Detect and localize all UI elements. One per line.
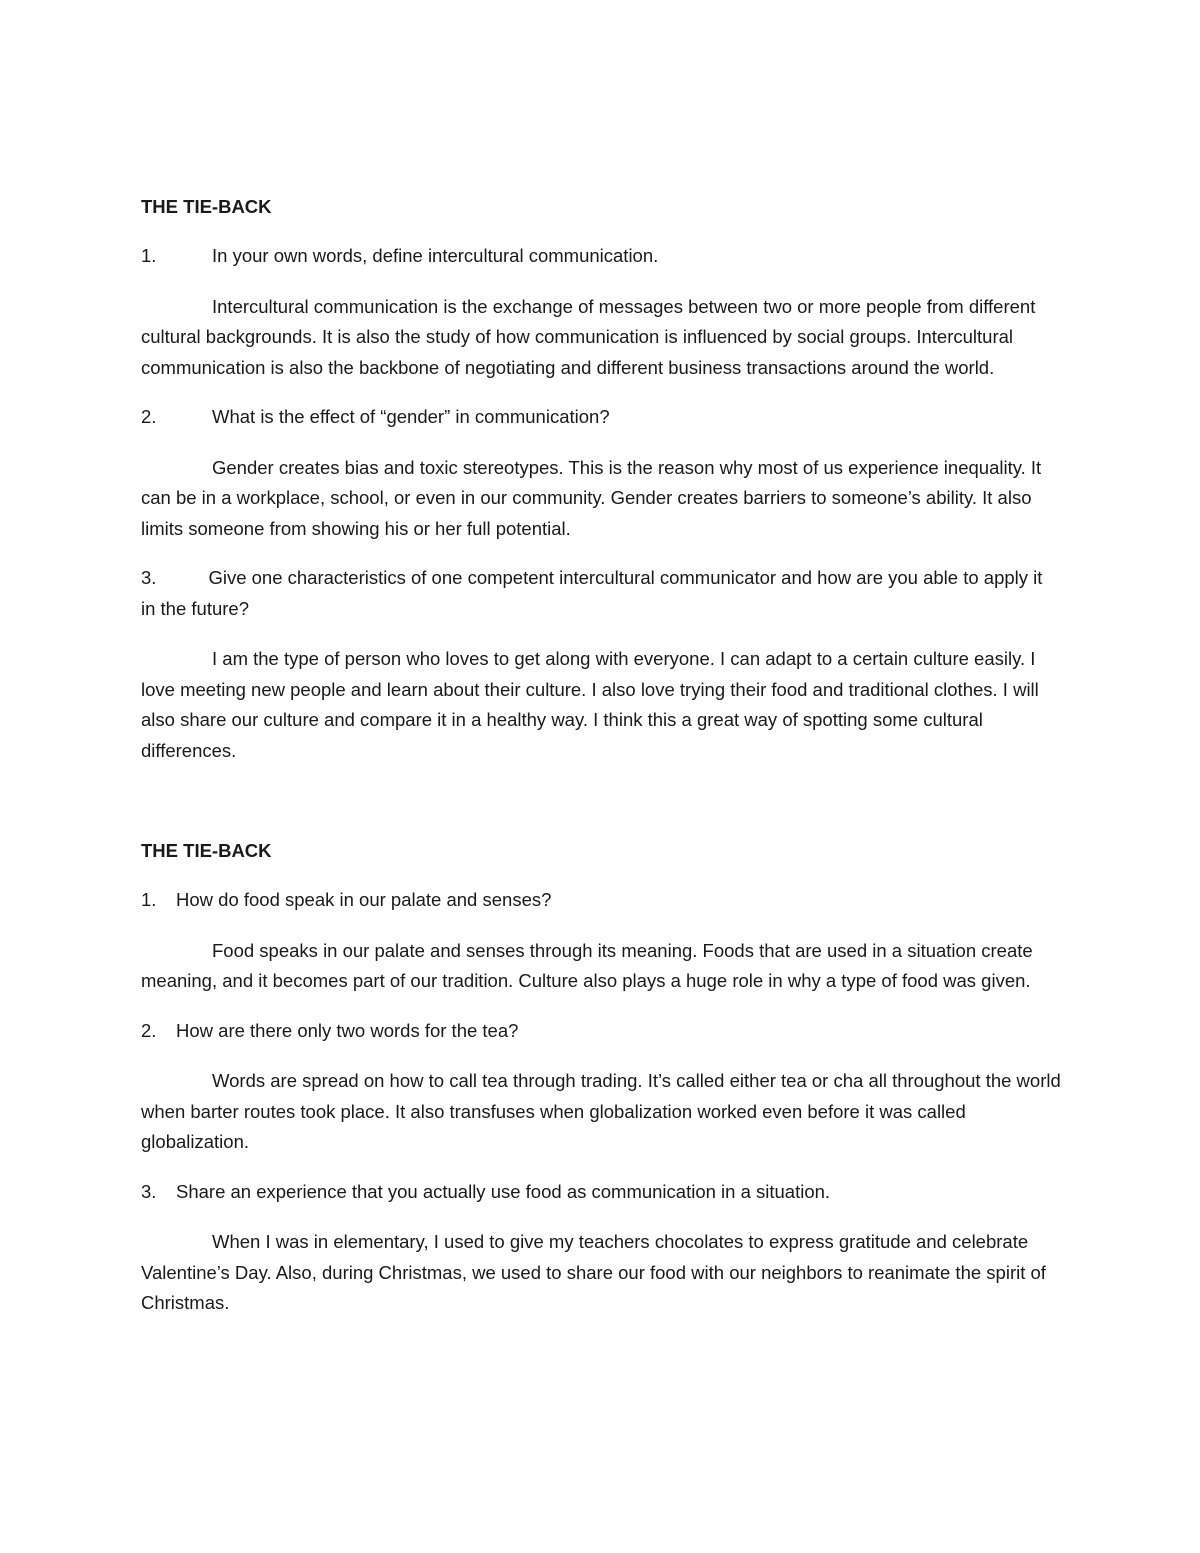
question-number: 3. [141, 567, 157, 588]
question-number: 1. [141, 245, 157, 266]
document-body [141, 192, 1061, 1338]
answer-paragraph: When I was in elementary, I used to give my teachers chocolates to express gratitude and celebrate Valentine’s Day. Also, during Christmas, we used to share our food with our neighbors to reanimate the spirit of Christmas. [141, 1231, 1046, 1313]
question-text: What is the effect of “gender” in communication? [212, 406, 610, 427]
question-text: Share an experience that you actually use food as communication in a situation. [176, 1180, 831, 1202]
section-title: THE TIE-BACK [141, 840, 272, 861]
question-number: 2. [141, 1019, 157, 1041]
question-text: How do food speak in our palate and senses? [176, 889, 552, 910]
question-number: 3. [141, 1180, 157, 1202]
question-text: In your own words, define intercultural communication. [212, 245, 659, 266]
question-item [141, 563, 1061, 624]
question-item [141, 1177, 1061, 1208]
answer-paragraph: Food speaks in our palate and senses through its meaning. Foods that are used in a situation create meaning, and it becomes part of our tradition. Culture also plays a huge role in why a type of food was given. [141, 939, 1033, 991]
question-item [141, 885, 1061, 916]
question-text: Give one characteristics of one competent intercultural communicator and how are you able to apply it in the future? [141, 567, 1043, 619]
question-text: How are there only two words for the tea? [176, 1019, 519, 1041]
answer-paragraph: Gender creates bias and toxic stereotypes. This is the reason why most of us experience inequality. It can be in a workplace, school, or even in our community. Gender creates barriers to someone’s ability. It also limits someone from showing his or her full potential. [141, 456, 1042, 539]
answer-paragraph: I am the type of person who loves to get along with everyone. I can adapt to a certain culture easily. I love meeting new people and learn about their culture. I also love trying their food and traditional clothes. I will also share our culture and compare it in a healthy way. I think this a great way of spotting some cultural differences. [141, 648, 1039, 761]
question-item [141, 402, 1061, 433]
answer-paragraph: Words are spread on how to call tea through trading. It’s called either tea or cha all throughout the world when barter routes took place. It also transfuses when globalization worked even before it was called globalization. [141, 1070, 1061, 1152]
answer-paragraph: Intercultural communication is the exchange of messages between two or more people from different cultural backgrounds. It is also the study of how communication is influenced by social groups. Intercultural communication is also the backbone of negotiating and different business transactions around the world. [141, 295, 1036, 378]
section-title: THE TIE-BACK [141, 196, 272, 217]
question-number: 1. [141, 889, 157, 910]
question-item [141, 1016, 1061, 1047]
question-item [141, 241, 1061, 272]
question-number: 2. [141, 406, 157, 427]
